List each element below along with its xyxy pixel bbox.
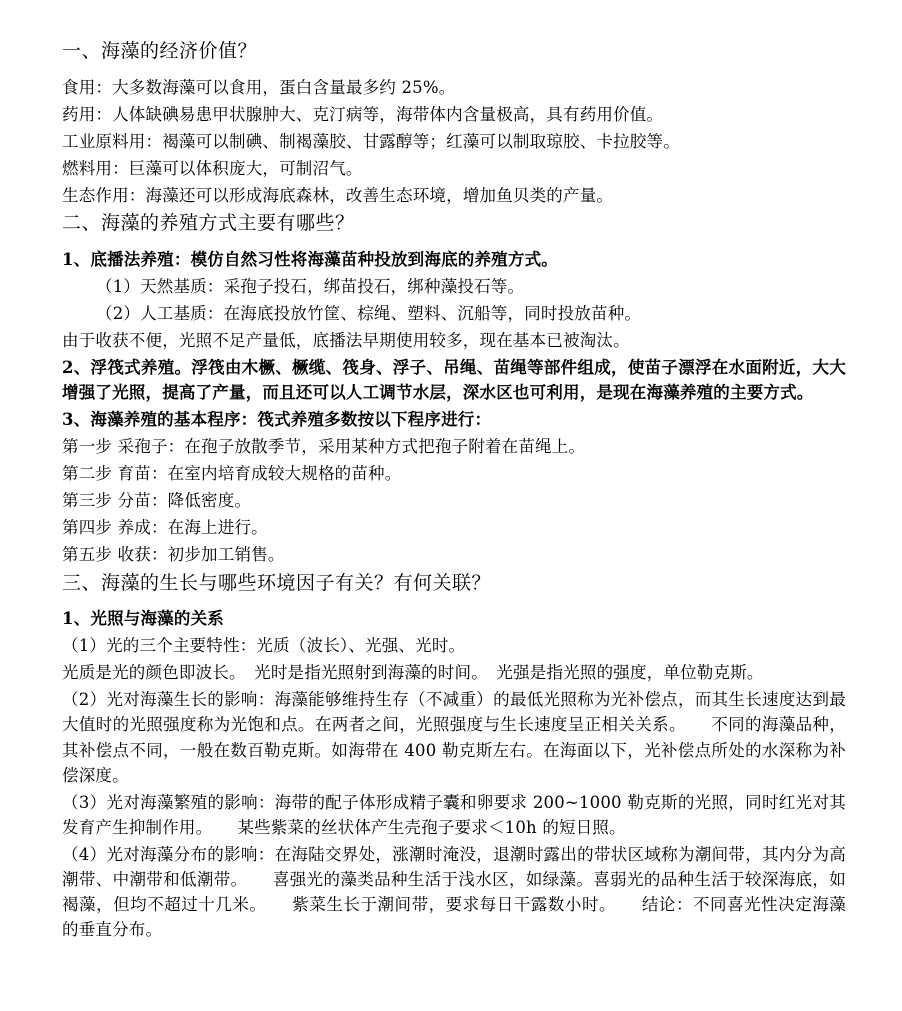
paragraph: 3、海藻养殖的基本程序：筏式养殖多数按以下程序进行： bbox=[62, 410, 492, 430]
paragraph: （4）光对海藻分布的影响：在海陆交界处，涨潮时淹没，退潮时露出的带状区域称为潮间带，其内分为高潮带、中潮带和低潮带。 喜强光的藻类品种生活于浅水区，如绿藻。喜弱光的品种生活于较深海底，如褐藻，但均不超过十几米。 紫菜生长于潮间带，要求每日干露数小时。 结论：不同喜光性决定海藻的垂直分布。 bbox=[62, 844, 846, 940]
paragraph: 第二步 育苗：在室内培育成较大规格的苗种。 bbox=[62, 464, 402, 484]
paragraph: 工业原料用：褐藻可以制碘、制褐藻胶、甘露醇等；红藻可以制取琼胶、卡拉胶等。 bbox=[62, 131, 680, 151]
paragraph: 由于收获不便，光照不足产量低，底播法早期使用较多，现在基本已被淘汰。 bbox=[62, 330, 630, 350]
section-heading: 一、海藻的经济价值？ bbox=[62, 40, 258, 62]
paragraph: 1、光照与海藻的关系 bbox=[62, 609, 224, 629]
paragraph: （2）光对海藻生长的影响：海藻能够维持生存（不减重）的最低光照称为光补偿点，而其生长速度达到最大值时的光照强度称为光饱和点。在两者之间，光照强度与生长速度呈正相关关系。 不同的海藻品种，其补偿点不同，一般在数百勒克斯。如海带在 400 勒克斯左右。在海面以下，光补偿点所处的水深称为补偿深度。 bbox=[62, 690, 846, 785]
paragraph: 光质是光的颜色即波长。 光时是指光照射到海藻的时间。 光强是指光照的强度，单位勒克斯。 bbox=[62, 663, 764, 683]
section-heading: 二、海藻的养殖方式主要有哪些？ bbox=[62, 211, 355, 234]
paragraph: （3）光对海藻繁殖的影响：海带的配子体形成精子囊和卵要求 200~1000 勒克斯的光照，同时红光对其发育产生抑制作用。 某些紫菜的丝状体产生壳孢子要求＜10h 的短日照。 bbox=[62, 792, 846, 837]
paragraph: 第四步 养成：在海上进行。 bbox=[62, 518, 268, 538]
section-heading: 三、海藻的生长与哪些环境因子有关？有何关联？ bbox=[62, 571, 492, 594]
paragraph: 药用：人体缺碘易患甲状腺肿大、克汀病等，海带体内含量极高，具有药用价值。 bbox=[62, 104, 664, 124]
document-section-1 bbox=[62, 38, 846, 208]
paragraph: 食用：大多数海藻可以食用，蛋白含量最多约 25%。 bbox=[62, 77, 456, 97]
paragraph: 生态作用：海藻还可以形成海底森林，改善生态环境，增加鱼贝类的产量。 bbox=[62, 185, 614, 205]
paragraph: （2）人工基质：在海底投放竹筐、棕绳、塑料、沉船等，同时投放苗种。 bbox=[96, 303, 642, 323]
paragraph: （1）光的三个主要特性：光质（波长）、光强、光时。 bbox=[62, 636, 466, 656]
document-section-2 bbox=[62, 210, 846, 568]
paragraph: 第三步 分苗：降低密度。 bbox=[62, 491, 252, 511]
paragraph: 2、浮筏式养殖。浮筏由木橛、橛缆、筏身、浮子、吊绳、苗绳等部件组成，使苗子漂浮在水面附近，大大增强了光照，提高了产量，而且还可以人工调节水层，深水区也可利用，是现在海藻养殖的主要方式。 bbox=[62, 357, 846, 402]
paragraph: 第一步 采孢子：在孢子放散季节，采用某种方式把孢子附着在苗绳上。 bbox=[62, 437, 586, 457]
paragraph: （1）天然基质：采孢子投石，绑苗投石，绑种藻投石等。 bbox=[96, 276, 525, 296]
paragraph: 第五步 收获：初步加工销售。 bbox=[62, 545, 285, 565]
paragraph: 燃料用：巨藻可以体积庞大，可制沼气。 bbox=[62, 158, 363, 178]
document-section-3 bbox=[62, 570, 846, 943]
paragraph: 1、底播法养殖：模仿自然习性将海藻苗种投放到海底的养殖方式。 bbox=[62, 249, 558, 269]
